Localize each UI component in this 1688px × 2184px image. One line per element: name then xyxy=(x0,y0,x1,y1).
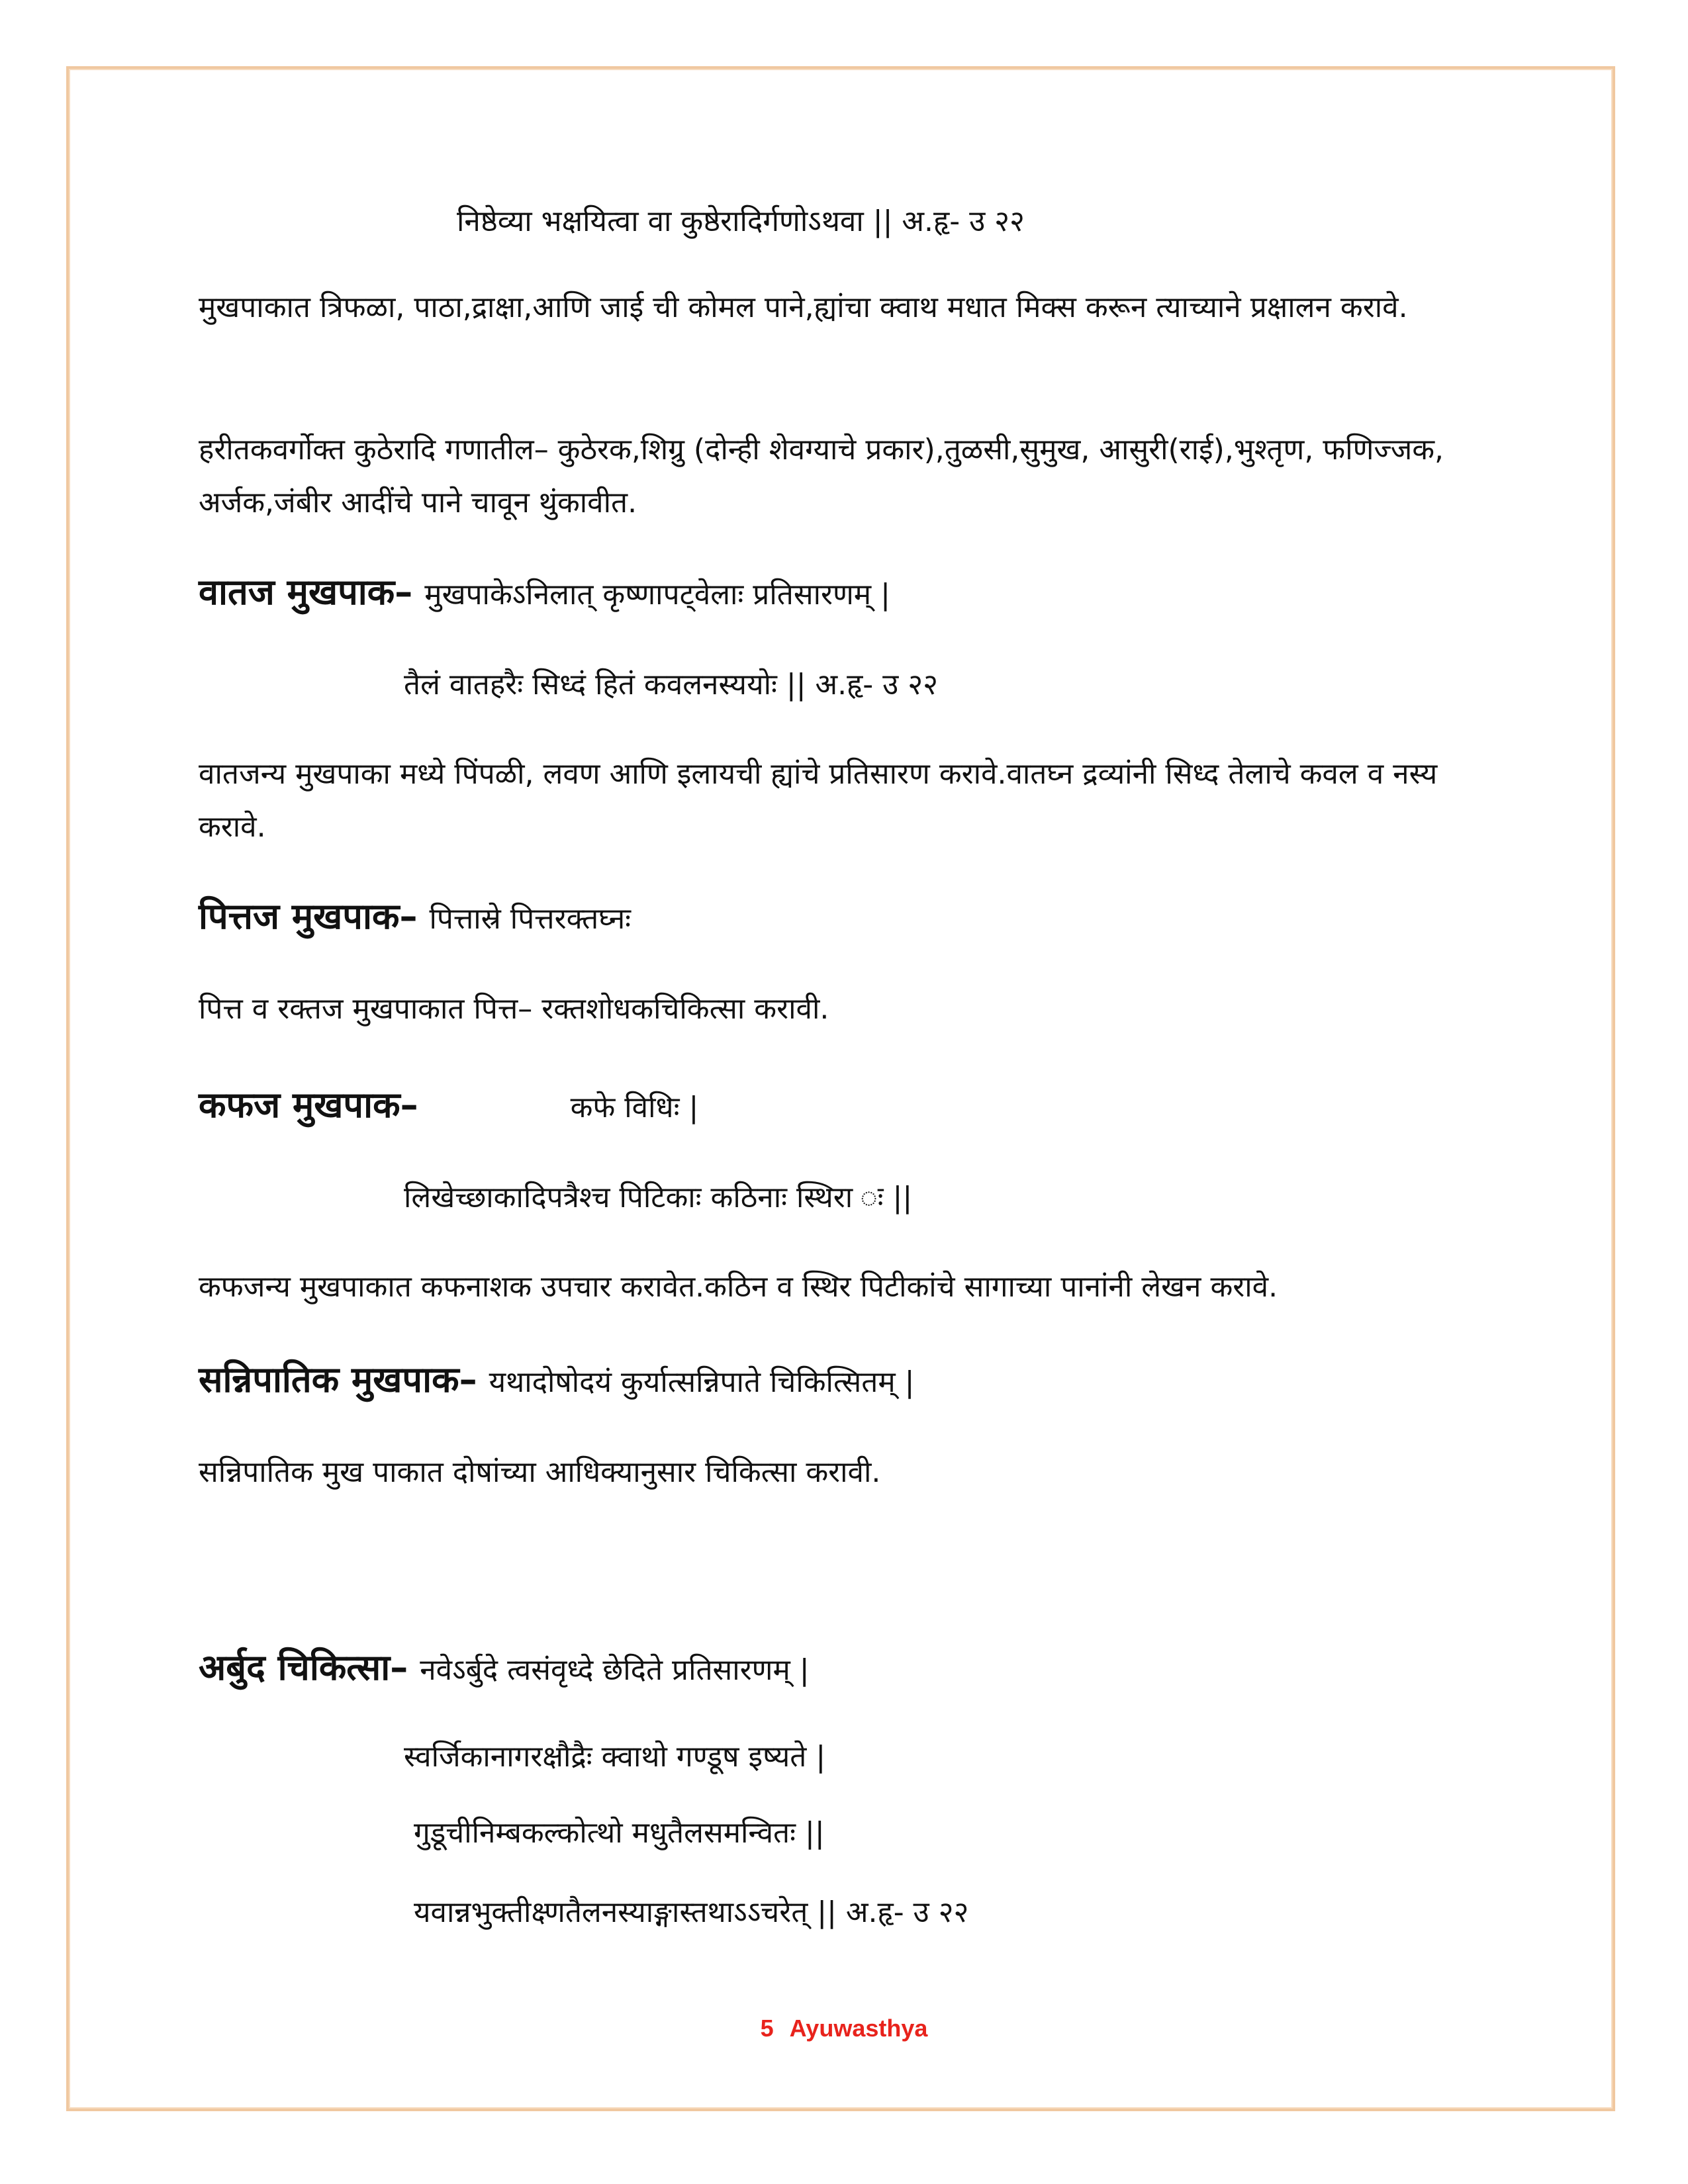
paragraph: सन्निपातिक मुख पाकात दोषांच्या आधिक्यानुसार चिकित्सा करावी. xyxy=(199,1455,881,1489)
verse-line: यथादोषोदयं कुर्यात्सन्निपाते चिकित्सितम् | xyxy=(489,1365,915,1399)
paragraph: पित्त व रक्तज मुखपाकात पित्त– रक्तशोधकचिकित्सा करावी. xyxy=(199,992,829,1026)
section-heading: अर्बुद चिकित्सा xyxy=(199,1647,391,1688)
section-heading: पित्तज मुखपाक xyxy=(199,895,400,937)
footer-brand: Ayuwasthya xyxy=(789,2015,928,2042)
verse-line: गुडूचीनिम्बकल्कोत्थो मधुतैलसमन्वितः || xyxy=(414,1816,825,1850)
verse-line: कफे विधिः | xyxy=(570,1091,699,1124)
heading-dash: – xyxy=(400,1084,418,1126)
heading-dash: – xyxy=(395,571,413,613)
verse-line: नवेऽर्बुदे त्वसंवृध्दे छेदिते प्रतिसारणम् | xyxy=(420,1653,810,1687)
verse-line: यवान्नभुक्तीक्ष्णतैलनस्याङ्गास्तथाऽऽचरेत् || अ.हृ- उ २२ xyxy=(414,1895,969,1929)
heading-dash: – xyxy=(399,895,418,937)
paragraph: कफजन्य मुखपाकात कफनाशक उपचार करावेत.कठिन व स्थिर पिटीकांचे सागाच्या पानांनी लेखन करावे. xyxy=(199,1270,1278,1304)
verse-line: स्वर्जिकानागरक्षौद्रैः क्वाथो गण्डूष इष्यते | xyxy=(404,1740,826,1774)
heading-dash: – xyxy=(390,1647,408,1688)
section-sannipatik xyxy=(199,1353,1489,1415)
section-heading: वातज मुखपाक xyxy=(199,571,395,613)
page-footer xyxy=(0,2012,1688,2045)
paragraph: हरीतकवर्गोक्त कुठेरादि गणातील– कुठेरक,शिग्रु (दोन्ही शेवग्याचे प्रकार),तुळसी,सुमुख, आसुरी(राई),भुश्तृण, फणिज्जक, अर्जक,जंबीर आदींचे पाने चावून थुंकावीत. xyxy=(199,433,1444,520)
heading-dash: – xyxy=(459,1359,477,1400)
page-number: 5 xyxy=(760,2015,774,2042)
paragraph: वातजन्य मुखपाका मध्ये पिंपळी, लवण आणि इलायची ह्यांचे प्रतिसारण करावे.वातघ्न द्रव्यांनी सिध्द तेलाचे कवल व नस्य करावे. xyxy=(199,757,1438,844)
section-arbud xyxy=(199,1641,1489,1703)
section-heading: सन्निपातिक मुखपाक xyxy=(199,1359,459,1400)
section-vataj xyxy=(199,566,1489,627)
section-pittaj xyxy=(199,890,1489,952)
verse-line: पित्तास्रे पित्तरक्तघ्नः xyxy=(429,902,631,936)
section-kaphaj xyxy=(199,1079,1489,1140)
paragraph: मुखपाकात त्रिफळा, पाठा,द्राक्षा,आणि जाई ची कोमल पाने,ह्यांचा क्वाथ मधात मिक्स करून त्याच्याने प्रक्षालन करावे. xyxy=(199,291,1408,324)
verse-line: मुखपाकेऽनिलात् कृष्णापट्वेलाः प्रतिसारणम् | xyxy=(424,578,890,612)
verse-line: निष्ठेव्या भक्षयित्वा वा कुष्ठेरादिर्गणोऽथवा || अ.हृ- उ २२ xyxy=(457,205,1025,238)
section-heading: कफज मुखपाक xyxy=(199,1084,400,1126)
verse-line: लिखेच्छाकादिपत्रैश्च पिटिकाः कठिनाः स्थिरा ः || xyxy=(404,1181,913,1214)
verse-line: तैलं वातहरैः सिध्दं हितं कवलनस्ययोः || अ.हृ- उ २२ xyxy=(404,668,939,702)
